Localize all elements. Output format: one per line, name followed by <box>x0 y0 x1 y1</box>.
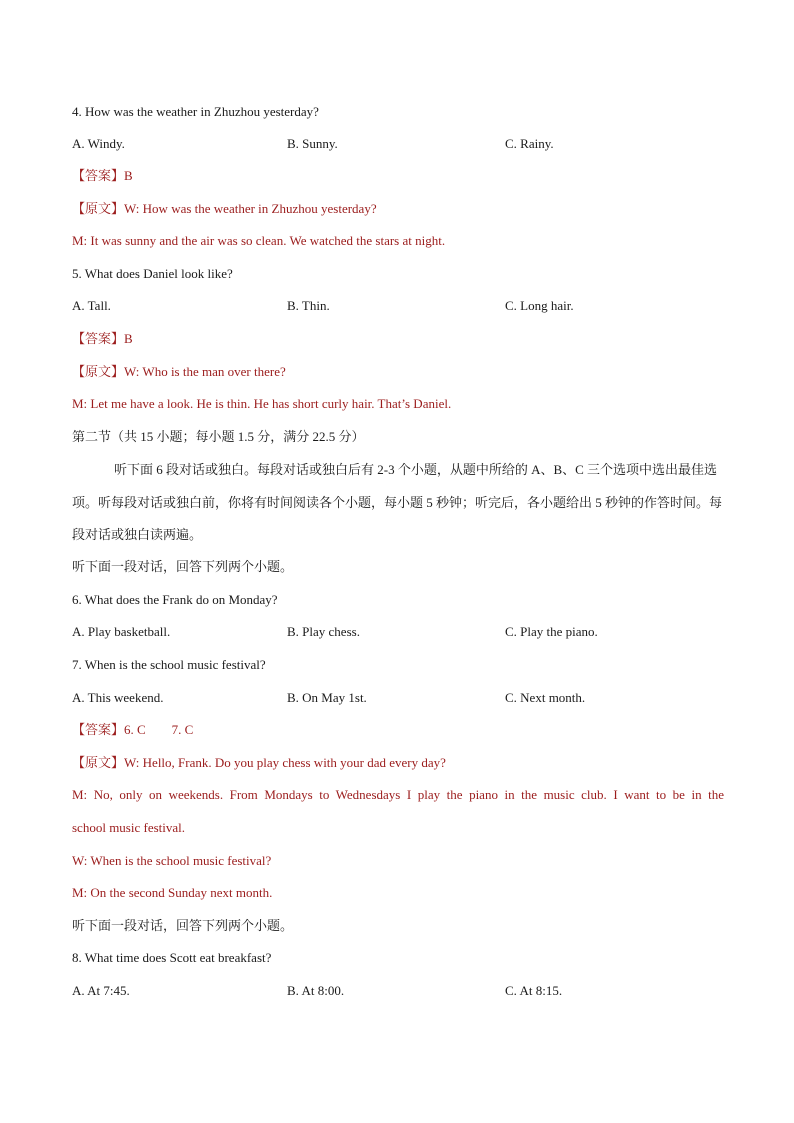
q4-option-b: B. Sunny. <box>287 136 338 151</box>
transcript-label: 【原文】 <box>72 755 125 770</box>
answer-value: 6. C 7. C <box>124 722 194 737</box>
dialogue-prompt-1: 听下面一段对话，回答下列两个小题。 <box>72 559 294 574</box>
transcript-text: W: Who is the man over there? <box>124 364 286 379</box>
answer-label: 【答案】 <box>72 168 125 183</box>
dialogue-prompt-2: 听下面一段对话，回答下列两个小题。 <box>72 918 294 933</box>
question-6: 6. What does the Frank do on Monday? <box>72 592 278 607</box>
transcript-label: 【原文】 <box>72 201 125 216</box>
q7-transcript-line-3: W: When is the school music festival? <box>72 853 272 868</box>
q4-answer <box>72 168 133 184</box>
q8-option-c: C. At 8:15. <box>505 983 563 998</box>
q5-option-c: C. Long hair. <box>505 298 574 313</box>
answer-label: 【答案】 <box>72 331 125 346</box>
q8-option-b: B. At 8:00. <box>287 983 345 998</box>
q7-option-c: C. Next month. <box>505 690 586 705</box>
q6-option-a: A. Play basketball. <box>72 624 171 639</box>
question-7: 7. When is the school music festival? <box>72 657 266 672</box>
q7-option-a: A. This weekend. <box>72 690 164 705</box>
transcript-label: 【原文】 <box>72 364 125 379</box>
q6-q7-answer <box>72 722 193 738</box>
q4-option-a: A. Windy. <box>72 136 125 151</box>
answer-label: 【答案】 <box>72 722 125 737</box>
q5-answer <box>72 331 133 347</box>
answer-value: B <box>124 331 133 346</box>
question-5: 5. What does Daniel look like? <box>72 266 233 281</box>
q7-transcript-line-4: M: On the second Sunday next month. <box>72 885 273 900</box>
q4-transcript-line-2: M: It was sunny and the air was so clean. We watched the stars at night. <box>72 233 446 248</box>
q5-option-b: B. Thin. <box>287 298 330 313</box>
q6-option-c: C. Play the piano. <box>505 624 598 639</box>
q7-transcript-line-1 <box>72 755 446 771</box>
q5-transcript-line-1 <box>72 364 286 380</box>
transcript-text: W: Hello, Frank. Do you play chess with your dad every day? <box>124 755 446 770</box>
section-2-heading: 第二节（共 15 小题；每小题 1.5 分，满分 22.5 分） <box>72 429 365 444</box>
q4-option-c: C. Rainy. <box>505 136 554 151</box>
question-8: 8. What time does Scott eat breakfast? <box>72 950 272 965</box>
section-2-instructions: 听下面 6 段对话或独白。每段对话或独白后有 2-3 个小题，从题中所给的 A、B、C 三个选项中选出最佳选项。听每段对话或独白前，你将有时间阅读各个小题，每小题 5 秒钟；听完后，各小题给出 5 秒钟的作答时间。每段对话或独白读两遍。 <box>72 462 723 542</box>
q8-option-a: A. At 7:45. <box>72 983 130 998</box>
answer-value: B <box>124 168 133 183</box>
q7-transcript-paragraph: M: No, only on weekends. From Mondays to Wednesdays I play the piano in the music club. I want to be in the school music festival. <box>72 787 728 835</box>
q4-transcript-line-1 <box>72 201 377 217</box>
question-4: 4. How was the weather in Zhuzhou yesterday? <box>72 104 319 119</box>
q5-transcript-line-2: M: Let me have a look. He is thin. He has short curly hair. That’s Daniel. <box>72 396 452 411</box>
q6-option-b: B. Play chess. <box>287 624 360 639</box>
q5-option-a: A. Tall. <box>72 298 111 313</box>
transcript-text: W: How was the weather in Zhuzhou yesterday? <box>124 201 377 216</box>
q7-option-b: B. On May 1st. <box>287 690 367 705</box>
